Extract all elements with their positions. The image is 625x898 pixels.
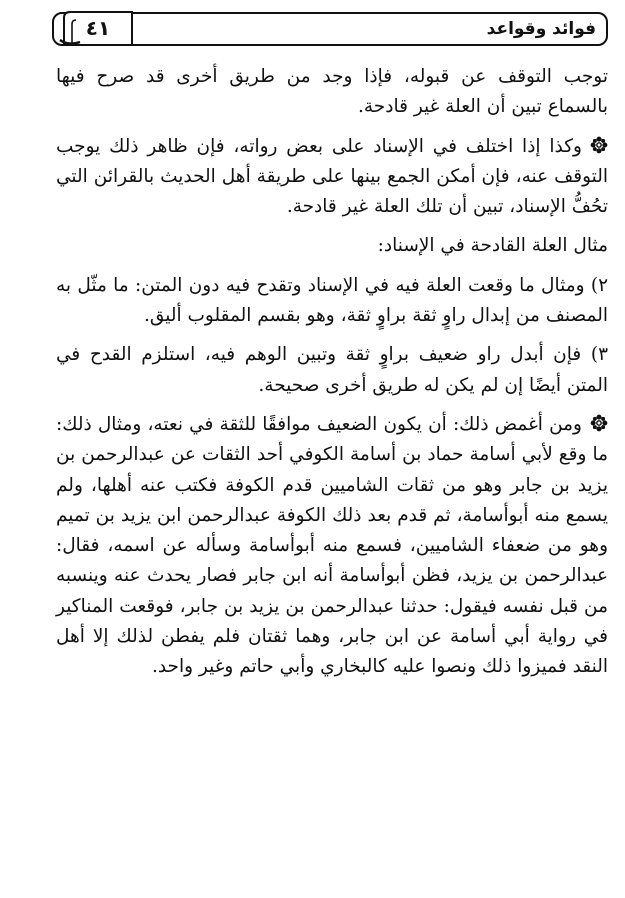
body-text (56, 62, 608, 692)
paragraph (56, 132, 608, 223)
paragraph (56, 271, 608, 332)
flower-ornament-icon (590, 136, 608, 154)
paragraph-text: ٣) فإن أبدل راو ضعيف براوٍ ثقة وتبين الوهم فيه، استلزم القدح في المتن أيضًا إن لم يكن له طريق أخرى صحيحة. (56, 344, 608, 396)
paragraph (56, 410, 608, 683)
header-title: فوائد وقواعد (486, 19, 596, 39)
flower-ornament-icon (590, 414, 608, 432)
paragraph (56, 231, 608, 261)
paragraph-text: توجب التوقف عن قبوله، فإذا وجد من طريق أخرى قد صرح فيها بالسماع تبين أن العلة غير قادحة. (56, 66, 608, 118)
paragraph-text: وكذا إذا اختلف في الإسناد على بعض رواته، فإن ظاهر ذلك يوجب التوقف عنه، فإن أمكن الجمع بينها على طريقة أهل الحديث بالقرائن التي تحُفُّ الإسناد، تبين أن تلك العلة غير قادحة. (56, 135, 608, 218)
paragraph (56, 62, 608, 123)
section-heading: مثال العلة القادحة في الإسناد: (377, 235, 608, 257)
page-number-tab (58, 10, 138, 46)
paragraph-text: ومن أغمض ذلك: أن يكون الضعيف موافقًا للثقة في نعته، ومثال ذلك: ما وقع لأبي أسامة حماد بن أسامة الكوفي أحد الثقات عن عبدالرحمن بن يزيد بن جابر وهو من ثقات الشاميين قدم الكوفة فكتب عنه أهلها، ولم يسمع منه أبوأسامة، ثم قدم بعد ذلك الكوفة عبدالرحمن ابن يزيد بن تميم وهو من ضعفاء الشاميين، فسمع منه أبوأسامة وسأله عن اسمه، فقال: عبدالرحمن بن يزيد، فظن أبوأسامة أنه ابن جابر فصار يحدث عنه وينسبه من قبل نفسه فيقول: حدثنا عبدالرحمن بن يزيد بن جابر، فوقعت المناكير في رواية أبي أسامة عن ابن جابر، وهما ثقتان فلم يفطن لذلك إلا أهل النقد فميزوا ذلك ونصوا عليه كالبخاري وأبي حاتم وغير واحد. (56, 413, 608, 678)
paragraph (56, 340, 608, 401)
page-number: ٤١ (85, 16, 111, 40)
paragraph-text: ٢) ومثال ما وقعت العلة فيه في الإسناد وتقدح فيه دون المتن: ما مثّل به المصنف من إبدال راوٍ ثقة براوٍ ثقة، وهو بقسم المقلوب أليق. (56, 274, 608, 327)
